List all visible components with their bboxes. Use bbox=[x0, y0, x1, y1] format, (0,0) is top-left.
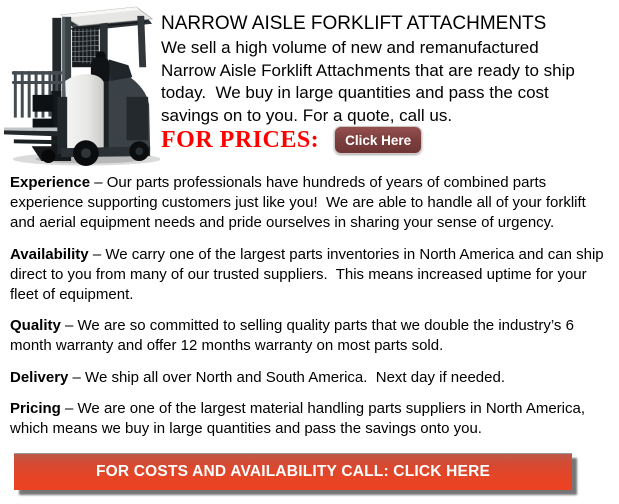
prices-row bbox=[161, 126, 422, 154]
section-pricing-heading: Pricing bbox=[10, 400, 61, 417]
section-delivery-heading: Delivery bbox=[10, 368, 69, 386]
feature-sections bbox=[10, 173, 608, 451]
section-pricing-text: – We are one of the largest material handling parts suppliers in North America, which means we buy in large quantities and pass the savings onto you. bbox=[10, 400, 590, 437]
section-delivery-text: – We ship all over North and South America. Next day if needed. bbox=[72, 368, 506, 386]
section-quality-text: – We are so committed to selling quality parts that we double the industry’s 6 month warranty and offer 12 months warranty on most parts sold. bbox=[10, 317, 579, 354]
section-pricing bbox=[10, 399, 608, 439]
section-availability-heading: Availability bbox=[10, 245, 89, 263]
for-prices-label: FOR PRICES: bbox=[161, 126, 320, 153]
section-quality-heading: Quality bbox=[10, 317, 61, 334]
forklift-image bbox=[2, 2, 160, 168]
section-availability bbox=[10, 245, 608, 305]
section-quality bbox=[10, 316, 608, 356]
section-experience bbox=[10, 173, 608, 233]
footer-cta-banner[interactable]: FOR COSTS AND AVAILABILITY CALL: CLICK HERE bbox=[14, 453, 572, 490]
section-delivery bbox=[10, 368, 608, 388]
section-availability-text: – We carry one of the largest parts inventories in North America and can ship direct to you from many of our trusted suppliers. This means increased uptime for your fleet of equipment. bbox=[10, 245, 608, 303]
section-experience-heading: Experience bbox=[10, 174, 91, 191]
section-experience-text: – Our parts professionals have hundreds of years of combined parts experience supporting customers just like you! We are able to handle all of your forklift and aerial equipment needs and pride ourselves in sharing your sense of urgency. bbox=[10, 174, 591, 231]
click-here-button[interactable]: Click Here bbox=[334, 126, 422, 154]
intro-text: We sell a high volume of new and remanufactured Narrow Aisle Forklift Attachments that are ready to ship today. We buy in large quantities and pass the cost savings on to you. For a quote, call us. bbox=[161, 38, 580, 125]
page-title: NARROW AISLE FORKLIFT ATTACHMENTS bbox=[161, 13, 547, 34]
